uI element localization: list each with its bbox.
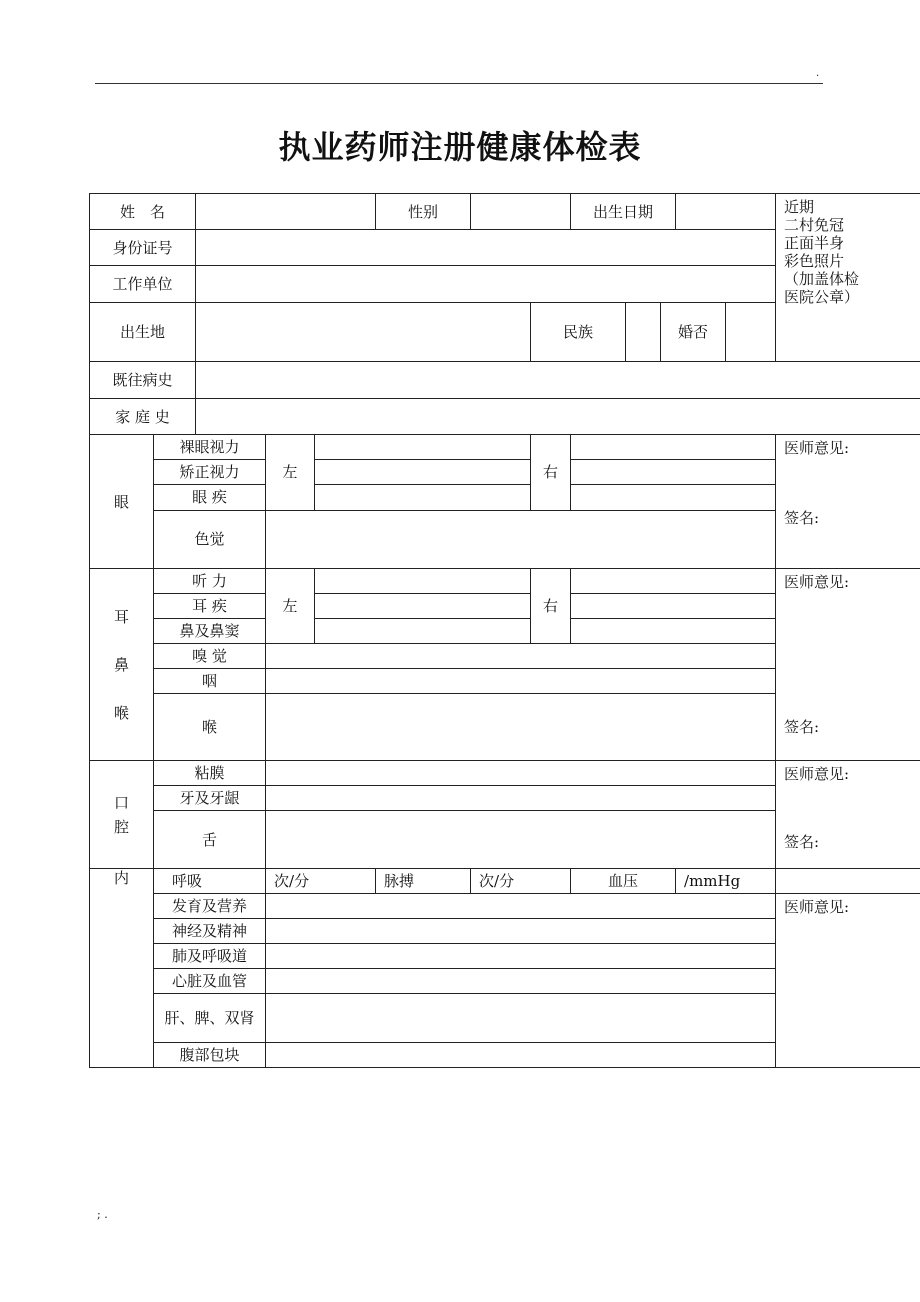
ent-section-label: [90, 569, 154, 761]
pharynx-field[interactable]: [266, 669, 776, 694]
name-field[interactable]: [196, 194, 376, 230]
smell-field[interactable]: [266, 644, 776, 669]
mucosa-label: 粘膜: [154, 761, 266, 786]
color-vision-field[interactable]: [266, 510, 776, 568]
hearing-right[interactable]: [571, 569, 776, 594]
nose-sinus-label: 鼻及鼻窦: [154, 619, 266, 644]
abdomen-field[interactable]: [266, 1043, 776, 1068]
oral-section-label: [90, 761, 154, 869]
vitals-opinion-blank: [776, 869, 920, 894]
hearing-label: 听 力: [154, 569, 266, 594]
ethnicity-label: 民族: [531, 303, 626, 362]
teeth-gums-label: 牙及牙龈: [154, 786, 266, 811]
id-field[interactable]: [196, 230, 776, 266]
naked-vision-label: 裸眼视力: [154, 435, 266, 460]
mucosa-field[interactable]: [266, 761, 776, 786]
photo-box: [776, 194, 920, 362]
internal-section-label: 内: [90, 869, 154, 1068]
oral-char: 口: [113, 793, 129, 812]
history-field[interactable]: [196, 362, 920, 399]
oral-signature-label: 签名:: [784, 833, 820, 851]
color-vision-label: 色觉: [154, 510, 266, 568]
employer-field[interactable]: [196, 266, 776, 303]
eye-opinion-label: 医师意见:: [784, 439, 850, 457]
family-history-label: 家 庭 史: [90, 399, 196, 435]
ent-right-label: 右: [531, 569, 571, 644]
photo-line: 医院公章）: [784, 288, 860, 306]
eye-right-label: 右: [531, 435, 571, 511]
lung-field[interactable]: [266, 944, 776, 969]
corrected-vision-right[interactable]: [571, 460, 776, 485]
naked-vision-right[interactable]: [571, 435, 776, 460]
heart-field[interactable]: [266, 969, 776, 994]
header-dot: .: [816, 68, 820, 79]
photo-line: （加盖体检: [784, 270, 860, 288]
heart-label: 心脏及血管: [154, 969, 266, 994]
eye-section-label: 眼: [90, 435, 154, 569]
eye-disease-right[interactable]: [571, 485, 776, 510]
lung-label: 肺及呼吸道: [154, 944, 266, 969]
name-label: 姓 名: [90, 194, 196, 230]
corrected-vision-left[interactable]: [315, 460, 531, 485]
nose-sinus-right[interactable]: [571, 619, 776, 644]
health-check-form: [89, 193, 920, 1068]
development-field[interactable]: [266, 894, 776, 919]
oral-char: 腔: [113, 817, 129, 836]
larynx-field[interactable]: [266, 694, 776, 761]
photo-line: 彩色照片: [784, 252, 845, 270]
tongue-label: 舌: [154, 811, 266, 869]
footer-mark: ; .: [97, 1208, 108, 1221]
eye-disease-left[interactable]: [315, 485, 531, 510]
oral-opinion-label: 医师意见:: [784, 765, 850, 783]
liver-field[interactable]: [266, 994, 776, 1043]
respiration-label: 呼吸: [154, 869, 266, 894]
ear-disease-right[interactable]: [571, 594, 776, 619]
bp-unit[interactable]: /mmHg: [676, 869, 776, 894]
birthplace-label: 出生地: [90, 303, 196, 362]
larynx-label: 喉: [154, 694, 266, 761]
eye-left-label: 左: [266, 435, 315, 511]
employer-label: 工作单位: [90, 266, 196, 303]
ethnicity-field[interactable]: [626, 303, 661, 362]
gender-field[interactable]: [471, 194, 571, 230]
family-history-field[interactable]: [196, 399, 920, 435]
birthdate-field[interactable]: [676, 194, 776, 230]
ear-disease-label: 耳 疾: [154, 594, 266, 619]
pulse-unit[interactable]: 次/分: [471, 869, 571, 894]
photo-line: 正面半身: [784, 234, 845, 252]
ent-char: 喉: [113, 703, 129, 722]
corrected-vision-label: 矫正视力: [154, 460, 266, 485]
photo-line: 近期: [784, 198, 815, 216]
internal-opinion-label: 医师意见:: [784, 898, 850, 916]
ent-left-label: 左: [266, 569, 315, 644]
eye-disease-label: 眼 疾: [154, 485, 266, 510]
respiration-unit[interactable]: 次/分: [266, 869, 376, 894]
header-rule: [95, 83, 823, 84]
development-label: 发育及营养: [154, 894, 266, 919]
marital-label: 婚否: [661, 303, 726, 362]
smell-label: 嗅 觉: [154, 644, 266, 669]
pulse-label: 脉搏: [376, 869, 471, 894]
hearing-left[interactable]: [315, 569, 531, 594]
eye-signature-label: 签名:: [784, 509, 820, 527]
abdomen-label: 腹部包块: [154, 1043, 266, 1068]
oral-opinion-box: [776, 761, 920, 869]
ent-char: 耳: [113, 607, 129, 626]
neuro-label: 神经及精神: [154, 919, 266, 944]
nose-sinus-left[interactable]: [315, 619, 531, 644]
bp-label: 血压: [571, 869, 676, 894]
ent-char: 鼻: [113, 655, 129, 674]
ent-signature-label: 签名:: [784, 718, 820, 736]
tongue-field[interactable]: [266, 811, 776, 869]
pharynx-label: 咽: [154, 669, 266, 694]
photo-line: 二村免冠: [784, 216, 845, 234]
page-title: 执业药师注册健康体检表: [278, 128, 642, 166]
naked-vision-left[interactable]: [315, 435, 531, 460]
ent-opinion-box: [776, 569, 920, 761]
teeth-gums-field[interactable]: [266, 786, 776, 811]
marital-field[interactable]: [726, 303, 776, 362]
gender-label: 性别: [376, 194, 471, 230]
birthplace-field[interactable]: [196, 303, 531, 362]
internal-opinion-box: [776, 894, 920, 1068]
neuro-field[interactable]: [266, 919, 776, 944]
liver-label: 肝、脾、双肾: [154, 994, 266, 1043]
eye-opinion-box: [776, 435, 920, 569]
ent-opinion-label: 医师意见:: [784, 573, 850, 591]
ear-disease-left[interactable]: [315, 594, 531, 619]
birthdate-label: 出生日期: [571, 194, 676, 230]
history-label: 既往病史: [90, 362, 196, 399]
id-label: 身份证号: [90, 230, 196, 266]
